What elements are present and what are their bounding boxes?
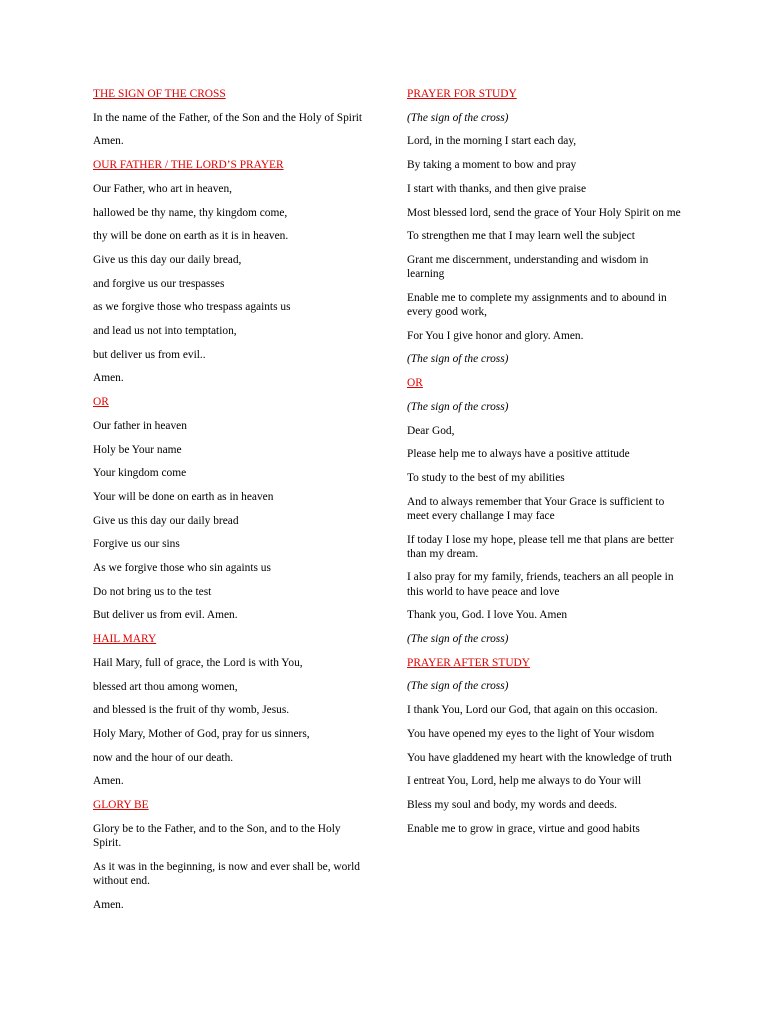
prayer-line: Holy be Your name [93,443,182,456]
prayer-line: I entreat You, Lord, help me always to do Your will [407,775,642,788]
prayer-line: Enable me to complete my assignments and to abound in every good work, [407,291,667,319]
section-heading-hail-mary: HAIL MARY [93,633,157,646]
prayer-line: You have opened my eyes to the light of Your wisdom [407,727,655,740]
prayer-line: Glory be to the Father, and to the Son, and to the Holy Spirit. [93,822,341,849]
prayer-line: I thank You, Lord our God, that again on this occasion. [407,704,658,717]
section-heading-glory-be: GLORY BE [93,799,149,812]
prayer-line: Amen. [93,775,124,788]
prayer-line: blessed art thou among women, [93,680,238,693]
rubric-line: (The sign of the cross) [407,353,509,366]
prayer-line: Please help me to always have a positive attitude [407,448,630,461]
prayer-line: Amen. [93,372,124,385]
prayer-line: Give us this day our daily bread [93,514,239,527]
prayer-line: Amen. [93,135,124,148]
prayer-line: thy will be done on earth as it is in heaven. [93,230,289,243]
prayer-line: as we forgive those who trespass againts us [93,301,291,314]
left-column [93,87,368,921]
prayer-line: but deliver us from evil.. [93,348,206,361]
prayer-line: To study to the best of my abilities [407,471,565,484]
prayer-line: Enable me to grow in grace, virtue and good habits [407,822,640,835]
prayer-line: Dear God, [407,424,455,437]
prayer-line: Thank you, God. I love You. Amen [407,609,568,622]
section-heading-or: OR [93,396,109,409]
rubric-line: (The sign of the cross) [407,111,509,124]
prayer-line: and blessed is the fruit of thy womb, Jesus. [93,704,290,717]
prayer-line: If today I lose my hope, please tell me that plans are better than my dream. [407,533,674,560]
right-column [407,87,682,845]
prayer-line: Do not bring us to the test [93,585,212,598]
prayer-line: To strengthen me that I may learn well the subject [407,230,635,243]
prayer-line: Your kingdom come [93,467,187,480]
prayer-line: As we forgive those who sin againts us [93,562,271,575]
prayer-line: and forgive us our trespasses [93,277,225,290]
prayer-line: But deliver us from evil. Amen. [93,609,238,622]
prayer-line: As it was in the beginning, is now and ever shall be, world without end. [93,860,361,887]
prayer-line: Forgive us our sins [93,538,180,551]
prayer-line: And to always remember that Your Grace is sufficient to meet every challange I may face [407,495,665,522]
prayer-line: I also pray for my family, friends, teachers an all people in this world to have peace and love [407,571,674,598]
prayer-line: and lead us not into temptation, [93,325,237,338]
prayer-line: Give us this day our daily bread, [93,253,242,266]
section-heading-or: OR [407,377,423,390]
rubric-line: (The sign of the cross) [407,680,509,693]
prayer-line: Amen. [93,898,124,911]
prayer-line: You have gladdened my heart with the knowledge of truth [407,751,672,764]
prayer-line: Lord, in the morning I start each day, [407,135,577,148]
section-heading-our-father-the-lord-s-prayer: OUR FATHER / THE LORD’S PRAYER [93,159,284,172]
rubric-line: (The sign of the cross) [407,633,509,646]
prayer-line: now and the hour of our death. [93,751,234,764]
prayer-line: hallowed be thy name, thy kingdom come, [93,206,288,219]
prayer-line: Your will be done on earth as in heaven [93,490,274,503]
prayer-line: Grant me discernment, understanding and wisdom in learning [407,253,649,281]
prayer-line: Holy Mary, Mother of God, pray for us sinners, [93,727,310,740]
prayer-line: I start with thanks, and then give praise [407,182,587,195]
prayer-line: By taking a moment to bow and pray [407,159,577,172]
section-heading-the-sign-of-the-cross: THE SIGN OF THE CROSS [93,88,226,100]
prayer-line: Bless my soul and body, my words and deeds. [407,799,617,811]
section-heading-prayer-after-study: PRAYER AFTER STUDY [407,656,531,669]
prayer-line: Our Father, who art in heaven, [93,182,233,195]
prayer-line: Hail Mary, full of grace, the Lord is with You, [93,656,303,669]
section-heading-prayer-for-study: PRAYER FOR STUDY [407,88,517,100]
prayer-line: Most blessed lord, send the grace of Your Holy Spirit on me [407,206,681,219]
prayer-line: For You I give honor and glory. Amen. [407,329,584,342]
prayer-line: In the name of the Father, of the Son and the Holy of Spirit [93,111,363,124]
prayer-line: Our father in heaven [93,419,187,432]
rubric-line: (The sign of the cross) [407,400,509,413]
